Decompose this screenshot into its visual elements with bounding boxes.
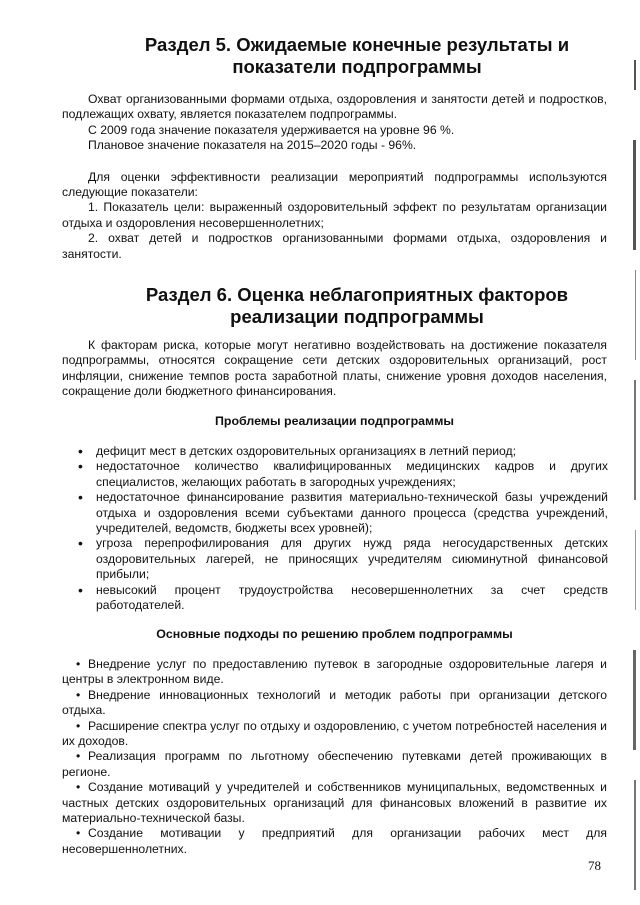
- list-item: [62, 826, 607, 857]
- text: 1. Показатель цели: выраженный оздоровительный эффект по результатам организации отдыха и оздоровления несовершеннолетних;: [62, 200, 607, 230]
- section-5-item-2: [62, 231, 607, 262]
- problems-list: [78, 444, 608, 613]
- problems-list-block: [78, 444, 608, 613]
- text: Плановое значение показателя на 2015–2020 годы - 96%.: [88, 138, 417, 153]
- section-5-para-2009: [62, 123, 607, 138]
- bullet-icon: •: [76, 780, 81, 795]
- section-5-para-coverage: [62, 92, 607, 123]
- section-5-para-indicators: [62, 170, 607, 201]
- section-6-intro: [62, 338, 607, 400]
- list-item: • угроза перепрофилирования для других нужд ряда негосударственных детских оздоровительных лагерей, не приносящих учредителям сиюминутной финансовой прибыли;: [78, 536, 608, 582]
- list-item: • недостаточное количество квалифицированных медицинских кадров и других специалистов, желающих работать в загородных учреждениях;: [78, 459, 608, 490]
- list-item: [62, 657, 607, 688]
- text: Расширение спектра услуг по отдыху и оздоровлению, с учетом потребностей населения и их доходов.: [62, 718, 607, 749]
- problems-heading: Проблемы реализации подпрограммы: [215, 414, 454, 428]
- scan-edge-mark: [635, 530, 636, 610]
- text: Создание мотиваций у учредителей и собственников муниципальных, ведомственных и частных детских оздоровительных организаций для финансовых вложений в развитие их материально-технической базы.: [62, 780, 607, 826]
- section-5-item-1: [62, 200, 607, 231]
- section-6-title: Раздел 6. Оценка неблагоприятных факторов реализации подпрограммы: [145, 284, 569, 327]
- bullet-icon: •: [76, 718, 81, 733]
- text: 2. охват детей и подростков организованными формами отдыха, оздоровления и занятости.: [62, 231, 607, 261]
- text: Охват организованными формами отдыха, оздоровления и занятости детей и подростков, подлежащих охвату, является показателем подпрограммы.: [62, 92, 607, 122]
- scan-edge-mark: [634, 380, 636, 500]
- list-item: [62, 749, 607, 780]
- text: Внедрение инновационных технологий и методик работы при организации детского отдыха.: [62, 687, 607, 718]
- text: Для оценки эффективности реализации мероприятий подпрограммы используются следующие показатели:: [62, 169, 607, 200]
- list-item: [62, 719, 607, 750]
- page-number: 78: [588, 858, 601, 873]
- list-item: • недостаточное финансирование развития материально-технической базы учреждений отдыха и оздоровления всеми субъектами данного процесса (средства учреждений, учредителей, ведомств, бюджеты всех уровней);: [78, 490, 608, 536]
- text: Реализация программ по льготному обеспечению путевками детей проживающих в регионе.: [62, 749, 607, 779]
- bullet-icon: •: [76, 687, 81, 702]
- list-item: • невысокий процент трудоустройства несовершеннолетних за счет средств работодателей.: [78, 583, 608, 614]
- list-item: [62, 780, 607, 826]
- approaches-list: [62, 657, 607, 857]
- list-item: • дефицит мест в детских оздоровительных организациях в летний период;: [78, 444, 608, 459]
- section-5-para-plan: [62, 138, 607, 153]
- text: Внедрение услуг по предоставлению путевок в загородные оздоровительные лагеря и центры в электронном виде.: [62, 657, 607, 687]
- text: С 2009 года значение показателя удерживается на уровне 96 %.: [88, 122, 455, 137]
- scan-edge-mark: [635, 270, 636, 360]
- scan-edge-mark: [633, 140, 636, 250]
- bullet-icon: •: [76, 749, 81, 764]
- scan-edge-mark: [633, 650, 636, 750]
- text: К факторам риска, которые могут негативно воздействовать на достижение показателя подпрограммы, относятся сокращение сети детских оздоровительных организаций, рост инфляции, снижение темпов роста заработной платы, снижение уровня доходов населения, сокращение доли бюджетного финансирования.: [62, 338, 607, 399]
- bullet-icon: •: [76, 826, 81, 841]
- bullet-icon: •: [76, 657, 81, 671]
- section-5-title: Раздел 5. Ожидаемые конечные результаты и показатели подпрограммы: [144, 34, 570, 77]
- scan-edge-mark: [634, 780, 636, 890]
- section-5-body: [62, 92, 607, 262]
- list-item: [62, 688, 607, 719]
- text: Создание мотивации у предприятий для организации рабочих мест для несовершеннолетних.: [62, 826, 607, 856]
- approaches-heading: Основные подходы по решению проблем подпрограммы: [156, 627, 513, 641]
- scan-edge-mark: [634, 60, 636, 90]
